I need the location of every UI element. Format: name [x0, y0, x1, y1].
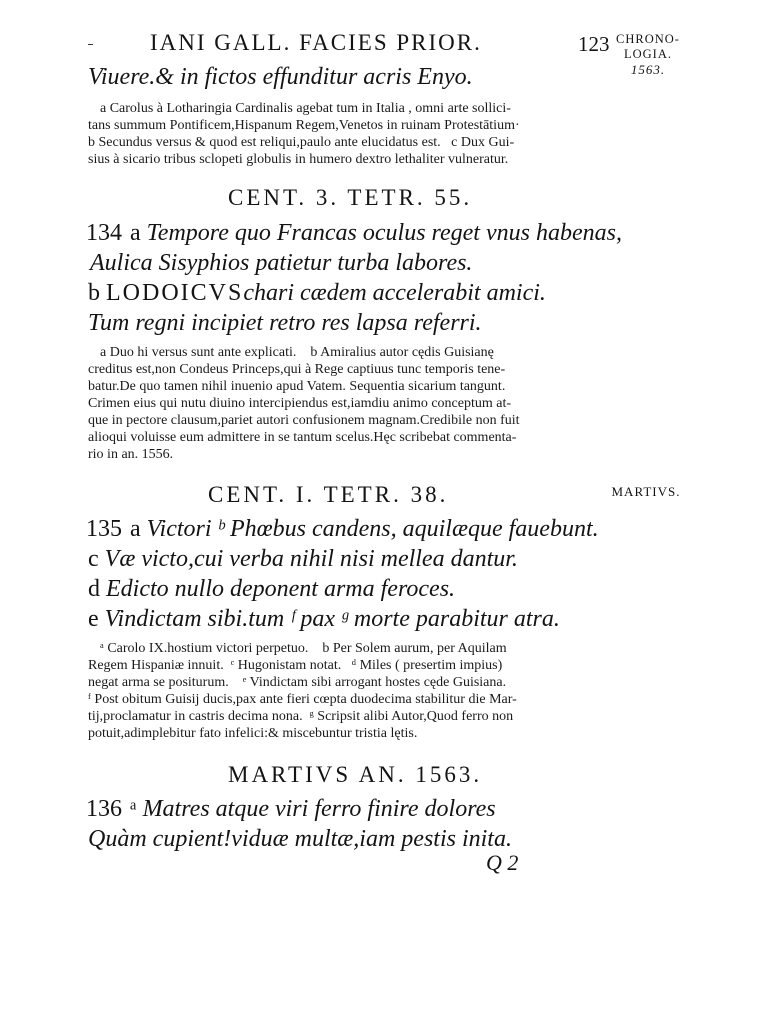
verse-text: Matres atque viri ferro finire dolores [142, 796, 496, 822]
note-line: batur.De quo tamen nihil inuenio apud Vatem. Sequentia sicarium tangunt. [88, 379, 506, 394]
proper-name: LODOICVS [106, 280, 244, 306]
footnote-mark: a [130, 220, 141, 246]
margin-chronologia-line2: LOGIA. [623, 47, 672, 61]
verse-line: Quàm cupient!viduæ multæ,iam pestis inita. [88, 826, 512, 852]
footnote-mark: d [88, 576, 100, 602]
footnote-mark: c [88, 546, 99, 572]
verse-number: 134 [86, 220, 122, 246]
note-line: tans summum Pontificem,Hispanum Regem,Venetos in ruinam Protestātium· [88, 118, 520, 133]
footnote-mark: a [130, 516, 141, 542]
verse-text: Victori ᵇ Phœbus candens, aquilæque fauebunt. [146, 516, 599, 542]
note-line: sius à sicario tribus sclopeti globulis in humero dextro lethaliter vulneratur. [88, 152, 509, 167]
section-heading: MARTIVS AN. 1563. [228, 762, 483, 787]
footnote-mark: e [88, 606, 99, 632]
verse-line [86, 514, 599, 544]
verse-line: Aulica Sisyphios patietur turba labores. [90, 250, 473, 276]
note-line: ᶠ Post obitum Guisij ducis,pax ante fieri cœpta duodecima stabilitur die Mar- [88, 692, 517, 707]
margin-chronologia-line1: CHRONO- [616, 32, 680, 46]
note-line: ᵃ Carolo IX.hostium victori perpetuo. b Per Solem aurum, per Aquilam [100, 641, 507, 656]
verse-number: 135 [86, 516, 122, 542]
footnote-mark: b [88, 280, 100, 306]
margin-martius: MARTIVS. [611, 484, 681, 499]
note-line: rio in an. 1556. [88, 447, 174, 462]
note-line: tij,proclamatur in castris decima nona. ᵍ Scripsit alibi Autor,Quod ferro non [88, 709, 514, 724]
verse-line [88, 574, 455, 604]
page-number: 123 [578, 32, 610, 56]
verse-number: 136 [86, 796, 122, 822]
note-line: alioqui voluisse eum admittere in se tantum scelus.Hęc scribebat commenta- [88, 430, 517, 445]
verse-text: Edicto nullo deponent arma feroces. [106, 576, 456, 602]
note-line: a Duo hi versus sunt ante explicati. b Amiralius autor cędis Guisianę [100, 345, 494, 360]
section-heading: CENT. I. TETR. 38. [208, 482, 449, 507]
margin-year: 1563. [630, 62, 666, 77]
verse-line [88, 544, 518, 574]
margin-chronologia [608, 32, 688, 77]
verse-line [88, 278, 546, 308]
note-line: creditus est,non Condeus Princeps,qui à Rege captiuus tunc temporis tene- [88, 362, 506, 377]
note-line: negat arma se positurum. ᵉ Vindictam sibi arrogant hostes cęde Guisiana. [88, 675, 507, 690]
note-line: que in pectore clausum,pariet autori confusionem magnam.Credibile non fuit [88, 413, 520, 428]
note-line: b Secundus versus & quod est reliqui,paulo ante elucidatus est. c Dux Gui- [88, 135, 515, 150]
verse-line [86, 218, 622, 248]
note-line: a Carolus à Lotharingia Cardinalis agebat tum in Italia , omni arte sollici- [100, 101, 511, 116]
verse-text: Væ victo,cui verba nihil nisi mellea dantur. [104, 546, 518, 572]
footnote-mark: ᵃ [130, 796, 137, 822]
section-heading: CENT. 3. TETR. 55. [228, 185, 473, 210]
verse-line: Viuere.& in fictos effunditur acris Enyo. [88, 64, 473, 90]
note-line: Crimen eius qui nutu diuino intercipiendus est,iamdiu animo conceptum at- [88, 396, 512, 411]
margin-dash [88, 44, 93, 45]
signature-mark: Q 2 [486, 850, 519, 875]
note-line: potuit,adimplebitur fato infelici:& miscebuntur tristia lętis. [88, 726, 418, 741]
verse-text: Vindictam sibi.tum ᶠ pax ᵍ morte parabitur atra. [104, 606, 560, 632]
verse-line: Tum regni incipiet retro res lapsa referri. [88, 310, 482, 336]
verse-line [86, 794, 496, 824]
verse-text: Tempore quo Francas oculus reget vnus habenas, [146, 220, 622, 246]
verse-text: chari cædem accelerabit amici. [243, 280, 546, 306]
note-line: Regem Hispaniæ innuit. ᶜ Hugonistam notat. ᵈ Miles ( presertim impius) [88, 658, 503, 673]
running-title: IANI GALL. FACIES PRIOR. [150, 30, 482, 55]
verse-line [88, 604, 560, 634]
